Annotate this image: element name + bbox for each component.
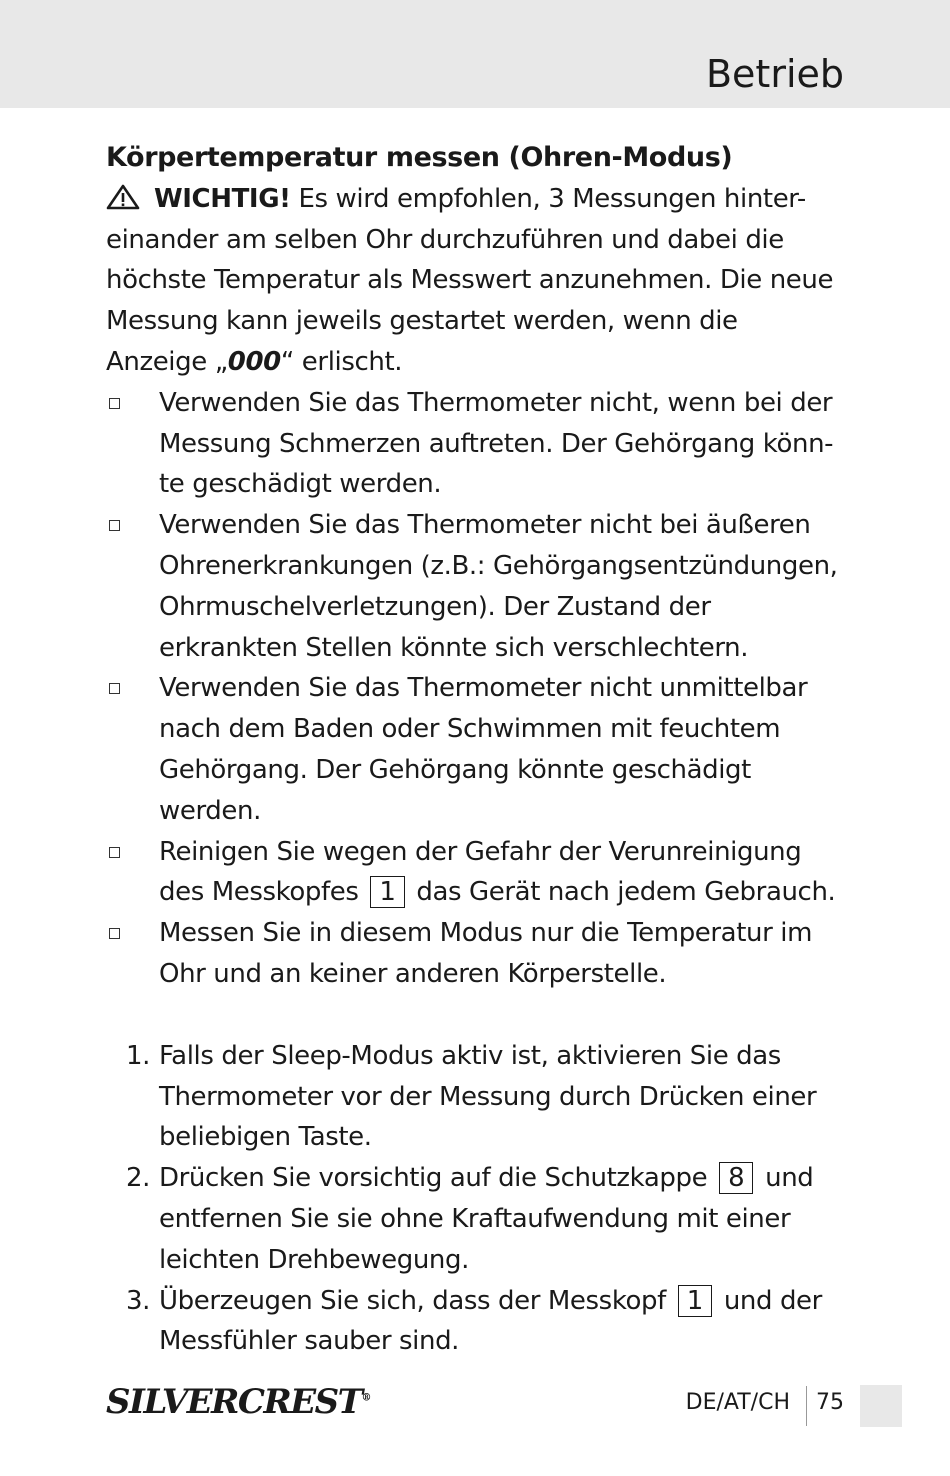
step-text: Falls der Sleep-Modus aktiv ist, aktivieren Sie das Thermometer vor der Messung durch Drücken einer beliebigen Taste. xyxy=(159,1040,817,1153)
quote-open: „ xyxy=(214,346,228,377)
brand-name: SILVERCREST xyxy=(106,1382,362,1422)
registered-mark: ® xyxy=(361,1392,372,1404)
square-bullet-icon xyxy=(109,928,120,939)
warning-label: WICHTIG! xyxy=(154,183,291,214)
list-item-text: Verwenden Sie das Thermometer nicht, wenn bei der Messung Schmerzen auftreten. Der Gehörgang könn-te geschädigt werden. xyxy=(159,387,834,500)
step-text: Überzeugen Sie sich, dass der Messkopf xyxy=(159,1285,666,1316)
list-item-text: Messen Sie in diesem Modus nur die Temperatur im Ohr und an keiner anderen Körperstelle. xyxy=(159,918,812,989)
part-reference-box: 8 xyxy=(719,1162,753,1194)
step-number: 3. xyxy=(126,1285,151,1316)
step-text: und der Messfühler sauber sind. xyxy=(159,1285,822,1357)
list-item xyxy=(106,668,846,831)
step-text: und entfernen Sie sie ohne Kraftaufwendung mit einer leichten Drehbewegung. xyxy=(159,1163,814,1275)
brand-logo xyxy=(106,1382,371,1422)
list-item xyxy=(106,505,846,668)
list-item-text: Verwenden Sie das Thermometer nicht bei äußeren Ohrenerkrankungen (z.B.: Gehörgangsentzündungen, Ohrmuschelverletzungen). Der Zustand der erkrankten Stellen könnte sich verschlechtern. xyxy=(159,510,838,663)
warning-text: Es wird empfohlen, 3 Messungen hinter-einander am selben Ohr durchzuführen und dabei die höchste Temperatur als Messwert anzunehmen. Die neue Messung kann jeweils gestartet werden, wenn die Anzeige xyxy=(106,183,834,377)
list-item-text: das Gerät nach jedem Gebrauch. xyxy=(416,877,836,908)
list-item-text: Verwenden Sie das Thermometer nicht unmittelbar nach dem Baden oder Schwimmen mit feuchtem Gehörgang. Der Gehörgang könnte geschädigt werden. xyxy=(159,673,808,826)
footer-locale: DE/AT/CH xyxy=(685,1390,790,1415)
list-item xyxy=(106,913,846,995)
display-code: 000 xyxy=(227,346,281,377)
page-number: 75 xyxy=(816,1390,844,1415)
procedure-step-list xyxy=(106,1036,846,1362)
page-content xyxy=(106,138,846,1362)
square-bullet-icon xyxy=(109,683,120,694)
warning-text-end: erlischt. xyxy=(293,346,403,377)
warning-triangle-icon xyxy=(106,184,140,210)
list-item xyxy=(106,832,846,914)
footer-divider xyxy=(806,1386,807,1426)
step-item xyxy=(106,1158,846,1280)
warning-paragraph xyxy=(106,179,846,383)
step-text: Drücken Sie vorsichtig auf die Schutzkappe xyxy=(159,1163,708,1194)
square-bullet-icon xyxy=(109,398,120,409)
quote-close: “ xyxy=(280,346,294,377)
safety-bullet-list xyxy=(106,383,846,995)
square-bullet-icon xyxy=(109,847,120,858)
step-item xyxy=(106,1281,846,1363)
step-item xyxy=(106,1036,846,1158)
list-item-text: Reinigen Sie wegen der Gefahr der Verunreinigung des Messkopfes xyxy=(159,836,802,908)
page-section-title: Betrieb xyxy=(705,52,844,96)
footer-tab-marker xyxy=(860,1385,902,1427)
square-bullet-icon xyxy=(109,520,120,531)
part-reference-box: 1 xyxy=(678,1285,712,1317)
step-number: 2. xyxy=(126,1163,151,1194)
step-number: 1. xyxy=(126,1040,151,1071)
part-reference-box: 1 xyxy=(370,876,404,908)
section-heading: Körpertemperatur messen (Ohren-Modus) xyxy=(106,142,733,173)
list-item xyxy=(106,383,846,505)
